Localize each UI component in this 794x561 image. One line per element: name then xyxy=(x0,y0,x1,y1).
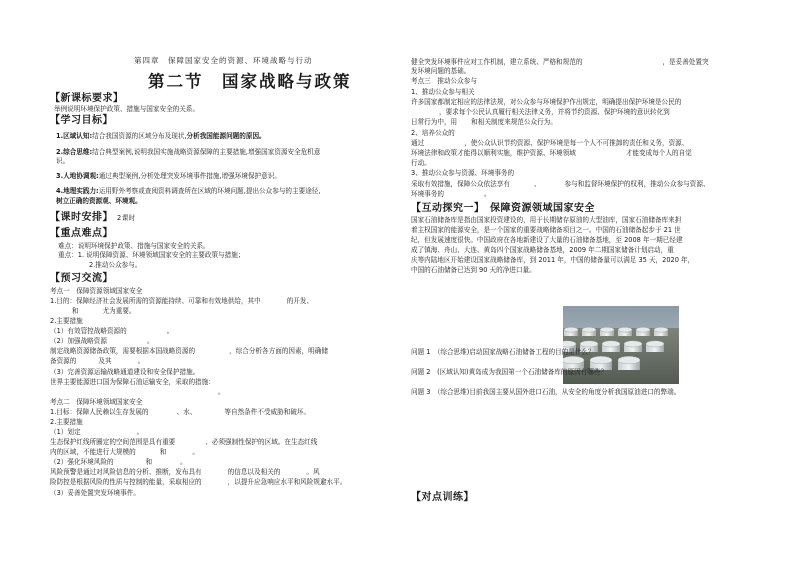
preview-reserve-2: 备资源的 及其 。 xyxy=(50,357,145,365)
public-laws-2: ，要求每个公民认真履行相关法律义务，并将节约资源、保护环境的意识转化到 xyxy=(439,108,670,116)
case-line-4: 成了镇海、舟山、大连、黄岛四个国家战略储备基地，2009 年二期国家储备计划启动，重 xyxy=(411,246,674,254)
preview-measure-1: （1）有效管控战略资源的 。 xyxy=(50,327,174,335)
difficulty-text: 难点：说明环境保护政策、措施与国家安全的关系。 xyxy=(58,242,210,250)
question-3: 问题 3 （综合思维)目前我国主要从国外进口石油，从安全的角度分析我国原油进口的弊端。 xyxy=(411,388,681,396)
public-rights: 采取有效措施，保障公众依法享有 、 参与和监督环境保护的权利，推动公众参与资源、 xyxy=(411,180,710,188)
preview-env-measure-1: （1）划定 。 xyxy=(50,428,144,436)
preview-purpose: 1.目的：保障经济社会发展所需的资源能持续、可靠和有效地供给，其中 的开发、 xyxy=(50,297,314,305)
public-3: 3、推动公众参与资源、环境事务的 xyxy=(411,169,515,177)
topic-3: 考点三 推动公众参与 xyxy=(411,77,477,85)
storage-tank-roof xyxy=(624,341,642,347)
goal-1: 1.区域认知:结合我国资源的区域分布及现状,分析我国能源问题的原因。 xyxy=(56,132,266,140)
storage-tank-roof xyxy=(563,356,584,364)
preview-topic-1: 考点一 保障资源领域国家安全 xyxy=(50,287,143,295)
case-line-1: 国家石油储备库是指由国家投资建设的，用于长期储存原油的大型油库，国家石油储备库来担 xyxy=(411,216,682,224)
preview-heading: 【预习交流】 xyxy=(50,273,113,284)
key-text-2: 2.推动公众参与。 xyxy=(89,261,142,269)
question-1: 问题 1 （综合思维)启动国家战略石油储备工程的目的是什么？ xyxy=(411,348,595,356)
section-title: 第二节 国家战略与政策 xyxy=(148,72,352,91)
storage-tank-roof xyxy=(618,327,632,332)
case-line-5: 庆等内陆地区开始建设国家战略储备库，到 2011 年，中国的储备量可以满足 35 天，2020 年， xyxy=(411,256,695,264)
public-awareness-2: 环境法律和政策才能得以顺利实施，维护资源、环境领域 才能变成每个人的自觉 xyxy=(411,149,692,157)
preview-measures: 2.主要措施 xyxy=(50,317,83,325)
preview-measure-2: （2）加强战略资源 。 xyxy=(50,337,154,345)
inquiry-heading: 【互动探究一】 保障资源领域国家安全 xyxy=(411,203,595,214)
case-line-2: 着主权国家的能源安全，是一个国家的重要战略储备项目之一。中国的石油储备起步于 21 世 xyxy=(411,226,681,234)
preview-env-measure-2: （2）强化环境风险的 和 。 xyxy=(50,458,187,466)
goal-3: 3.人地协调观:通过典型案例,分析处理突发环境事件措施,增强环境保护意识。 xyxy=(56,172,281,180)
question-2: 问题 2 (区域认知)黄岛成为我国第一个石油储备库的原因有哪些？ xyxy=(411,368,608,376)
goal-2: 2.综合思维:结合典型案例,说明我国实施战略资源保障的主要措施,增强国家资源安全危机意 xyxy=(56,148,321,156)
public-laws-3: 日常行为中，用 和相关制度来规范公众行为。 xyxy=(411,118,557,126)
chapter-heading: 第四章 保障国家安全的资源、环境战略与行动 xyxy=(134,56,313,65)
key-points-heading: 【重点难点】 xyxy=(50,228,113,239)
storage-tank-roof xyxy=(646,341,664,347)
emergency-line-1: 健全突发环境事件应对工作机制，建立系统、严格和规范的 ，是妥善处置突 xyxy=(411,58,709,66)
standard-text: 举例说明环境保护政策、措施与国家安全的关系。 xyxy=(54,105,200,113)
public-1: 1、推动公众参与相关 xyxy=(411,88,475,96)
preview-measure-3: （3）完善资源运输战略通道建设和安全保护措施。 xyxy=(50,368,200,376)
emergency-line-2: 发环境问题的基础。 xyxy=(411,67,471,75)
public-awareness: 通过 ，使公众认识节约资源、保护环境是每一个人不可推卸的责任和义务，资源、 xyxy=(411,139,689,147)
preview-redline: 生态保护红线所圈定的空间范围是具有重要 、必须强制性保护的区域。在生态红线 xyxy=(50,438,318,446)
preview-measures-2: 2.主要措施 xyxy=(50,418,83,426)
preview-risk-2: 险防控是根据风险的性质与控制的能量，采取相应的 ，以提升应急响应水平和风险规避水平。 xyxy=(50,478,347,486)
public-2: 2、培养公众的 xyxy=(411,129,455,137)
public-laws: 许多国家都制定相应的法律法规，对公众参与环境保护作出规定，明确提出保护环境是公民的 xyxy=(411,98,682,106)
storage-tank-roof xyxy=(600,327,614,332)
case-line-3: 纪，但发展速度很快。中国政府在各地新建设了大量的石油储备基地，至 2008 年一期已经建 xyxy=(411,236,683,244)
drill-heading: 【对点训练】 xyxy=(411,492,474,503)
storage-tank-roof xyxy=(654,327,668,332)
goals-heading: 【学习目标】 xyxy=(50,115,113,126)
hours-heading: 【课时安排】 2课时 xyxy=(50,212,136,223)
storage-tank-roof xyxy=(602,341,620,347)
preview-purpose-2: 和 尤为重要。 xyxy=(72,307,136,315)
preview-env-goal: 1.目标：保障人民赖以生存发展的 、水、 等自然条件不受威胁和破坏。 xyxy=(50,408,311,416)
storage-tank-roof xyxy=(618,356,640,364)
public-awareness-3: 行动。 xyxy=(411,159,431,167)
preview-redline-2: 内的区域，不能进行大规模的 和 。 xyxy=(50,448,199,456)
preview-blank-end: 。 xyxy=(218,388,225,396)
goal-4: 4.地理实践力:运用野外考察或查阅资料调查所在区域的环境问题,提出公众参与的主要途径, xyxy=(56,187,321,195)
goal-2-cont: 识。 xyxy=(56,157,70,165)
storage-tank-roof xyxy=(580,341,598,347)
storage-tank-roof xyxy=(636,327,650,332)
preview-env-measure-3: （3）妥善处置突发环境事件。 xyxy=(50,489,140,497)
preview-reserve: 制定战略资源储备政策，需要根据本国战略资源的 ，综合分析各方面的因素，明确储 xyxy=(50,347,328,355)
case-line-6: 中国的石油储备已达到 90 天的净进口量。 xyxy=(411,266,536,274)
preview-oil-transport: 世界主要能源进口国为保障石油运输安全，采取的措施： xyxy=(50,378,215,386)
storage-tank-roof xyxy=(582,327,596,332)
goal-4-cont: 树立正确的资源观、环境观。 xyxy=(56,197,142,205)
preview-topic-2: 考点二 保障环境领域国家安全 xyxy=(50,398,143,406)
preview-risk: 风险预警是通过对风险信息的分析、推断，发布具有 的信息以及相关的 。风 xyxy=(50,468,320,476)
key-text-1: 重点：1. 说明保障资源、环境领域国家安全的主要政策与措施； xyxy=(58,251,245,259)
standard-heading: 【新课标要求】 xyxy=(50,93,124,104)
storage-tank-roof xyxy=(590,356,612,364)
public-rights-2: 环境事务的 。 xyxy=(411,190,491,198)
storage-tank-roof xyxy=(564,327,578,332)
